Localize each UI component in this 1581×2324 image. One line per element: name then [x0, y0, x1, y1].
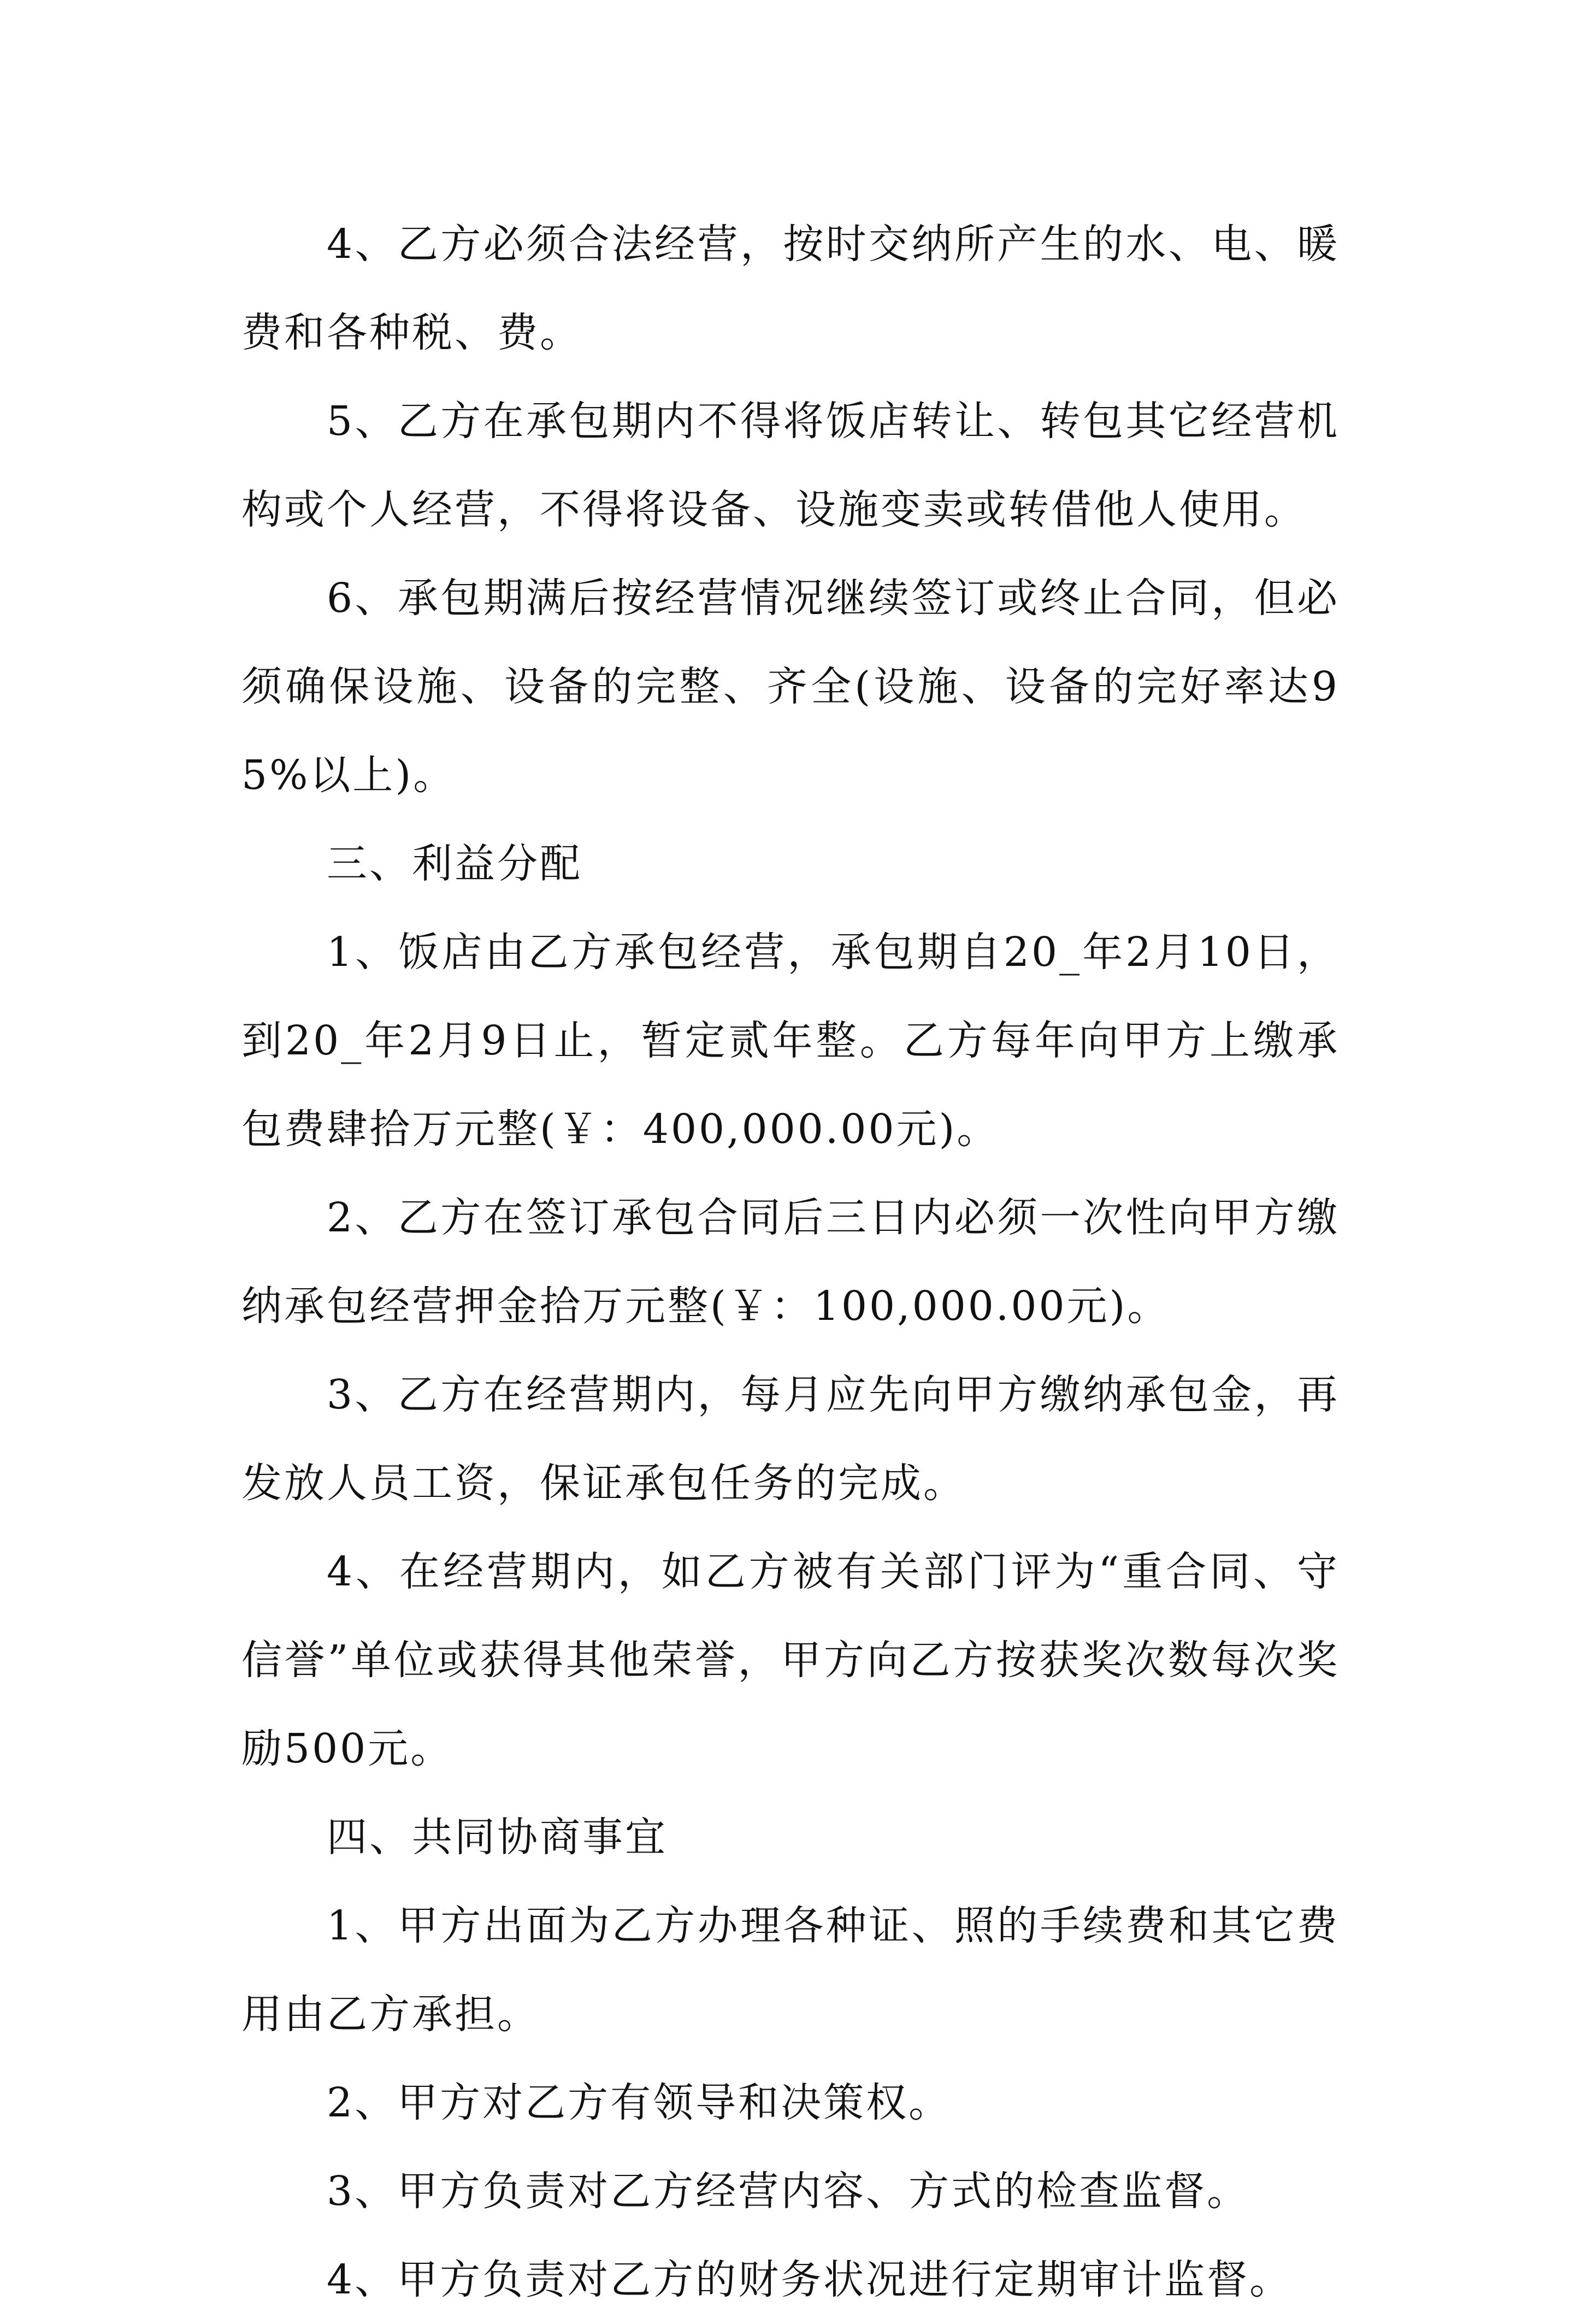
- clause-paragraph: 2、甲方对乙方有领导和决策权。: [327, 2079, 952, 2126]
- section-heading: 三、利益分配: [327, 840, 582, 887]
- clause-paragraph: 6、承包期满后按经营情况继续签订或终止合同，但必须确保设施、设备的完整、齐全(设施、设备的完好率达95%以上)。: [241, 575, 1340, 799]
- clause-paragraph: 1、饭店由乙方承包经营，承包期自20_年2月10日，到20_年2月9日止，暂定贰年整。乙方每年向甲方上缴承包费肆拾万元整(￥：400,000.00元)。: [241, 929, 1340, 1153]
- section-heading: 四、共同协商事宜: [327, 1814, 668, 1861]
- clause-paragraph: 1、甲方出面为乙方办理各种证、照的手续费和其它费用由乙方承担。: [241, 1902, 1340, 2038]
- clause-paragraph: 4、乙方必须合法经营，按时交纳所产生的水、电、暖费和各种税、费。: [241, 221, 1340, 356]
- document-body: [241, 200, 1340, 2324]
- clause-paragraph: 3、甲方负责对乙方经营内容、方式的检查监督。: [327, 2168, 1250, 2215]
- clause-paragraph: 3、乙方在经营期内，每月应先向甲方缴纳承包金，再发放人员工资，保证承包任务的完成。: [241, 1371, 1340, 1507]
- clause-paragraph: 4、在经营期内，如乙方被有关部门评为“重合同、守信誉”单位或获得其他荣誉，甲方向乙方按获奖次数每次奖励500元。: [241, 1548, 1340, 1772]
- clause-paragraph: 5、乙方在承包期内不得将饭店转让、转包其它经营机构或个人经营，不得将设备、设施变卖或转借他人使用。: [241, 398, 1340, 533]
- clause-paragraph: 4、甲方负责对乙方的财务状况进行定期审计监督。: [327, 2256, 1293, 2303]
- clause-paragraph: 2、乙方在签订承包合同后三日内必须一次性向甲方缴纳承包经营押金拾万元整(￥：100,000.00元)。: [241, 1194, 1340, 1330]
